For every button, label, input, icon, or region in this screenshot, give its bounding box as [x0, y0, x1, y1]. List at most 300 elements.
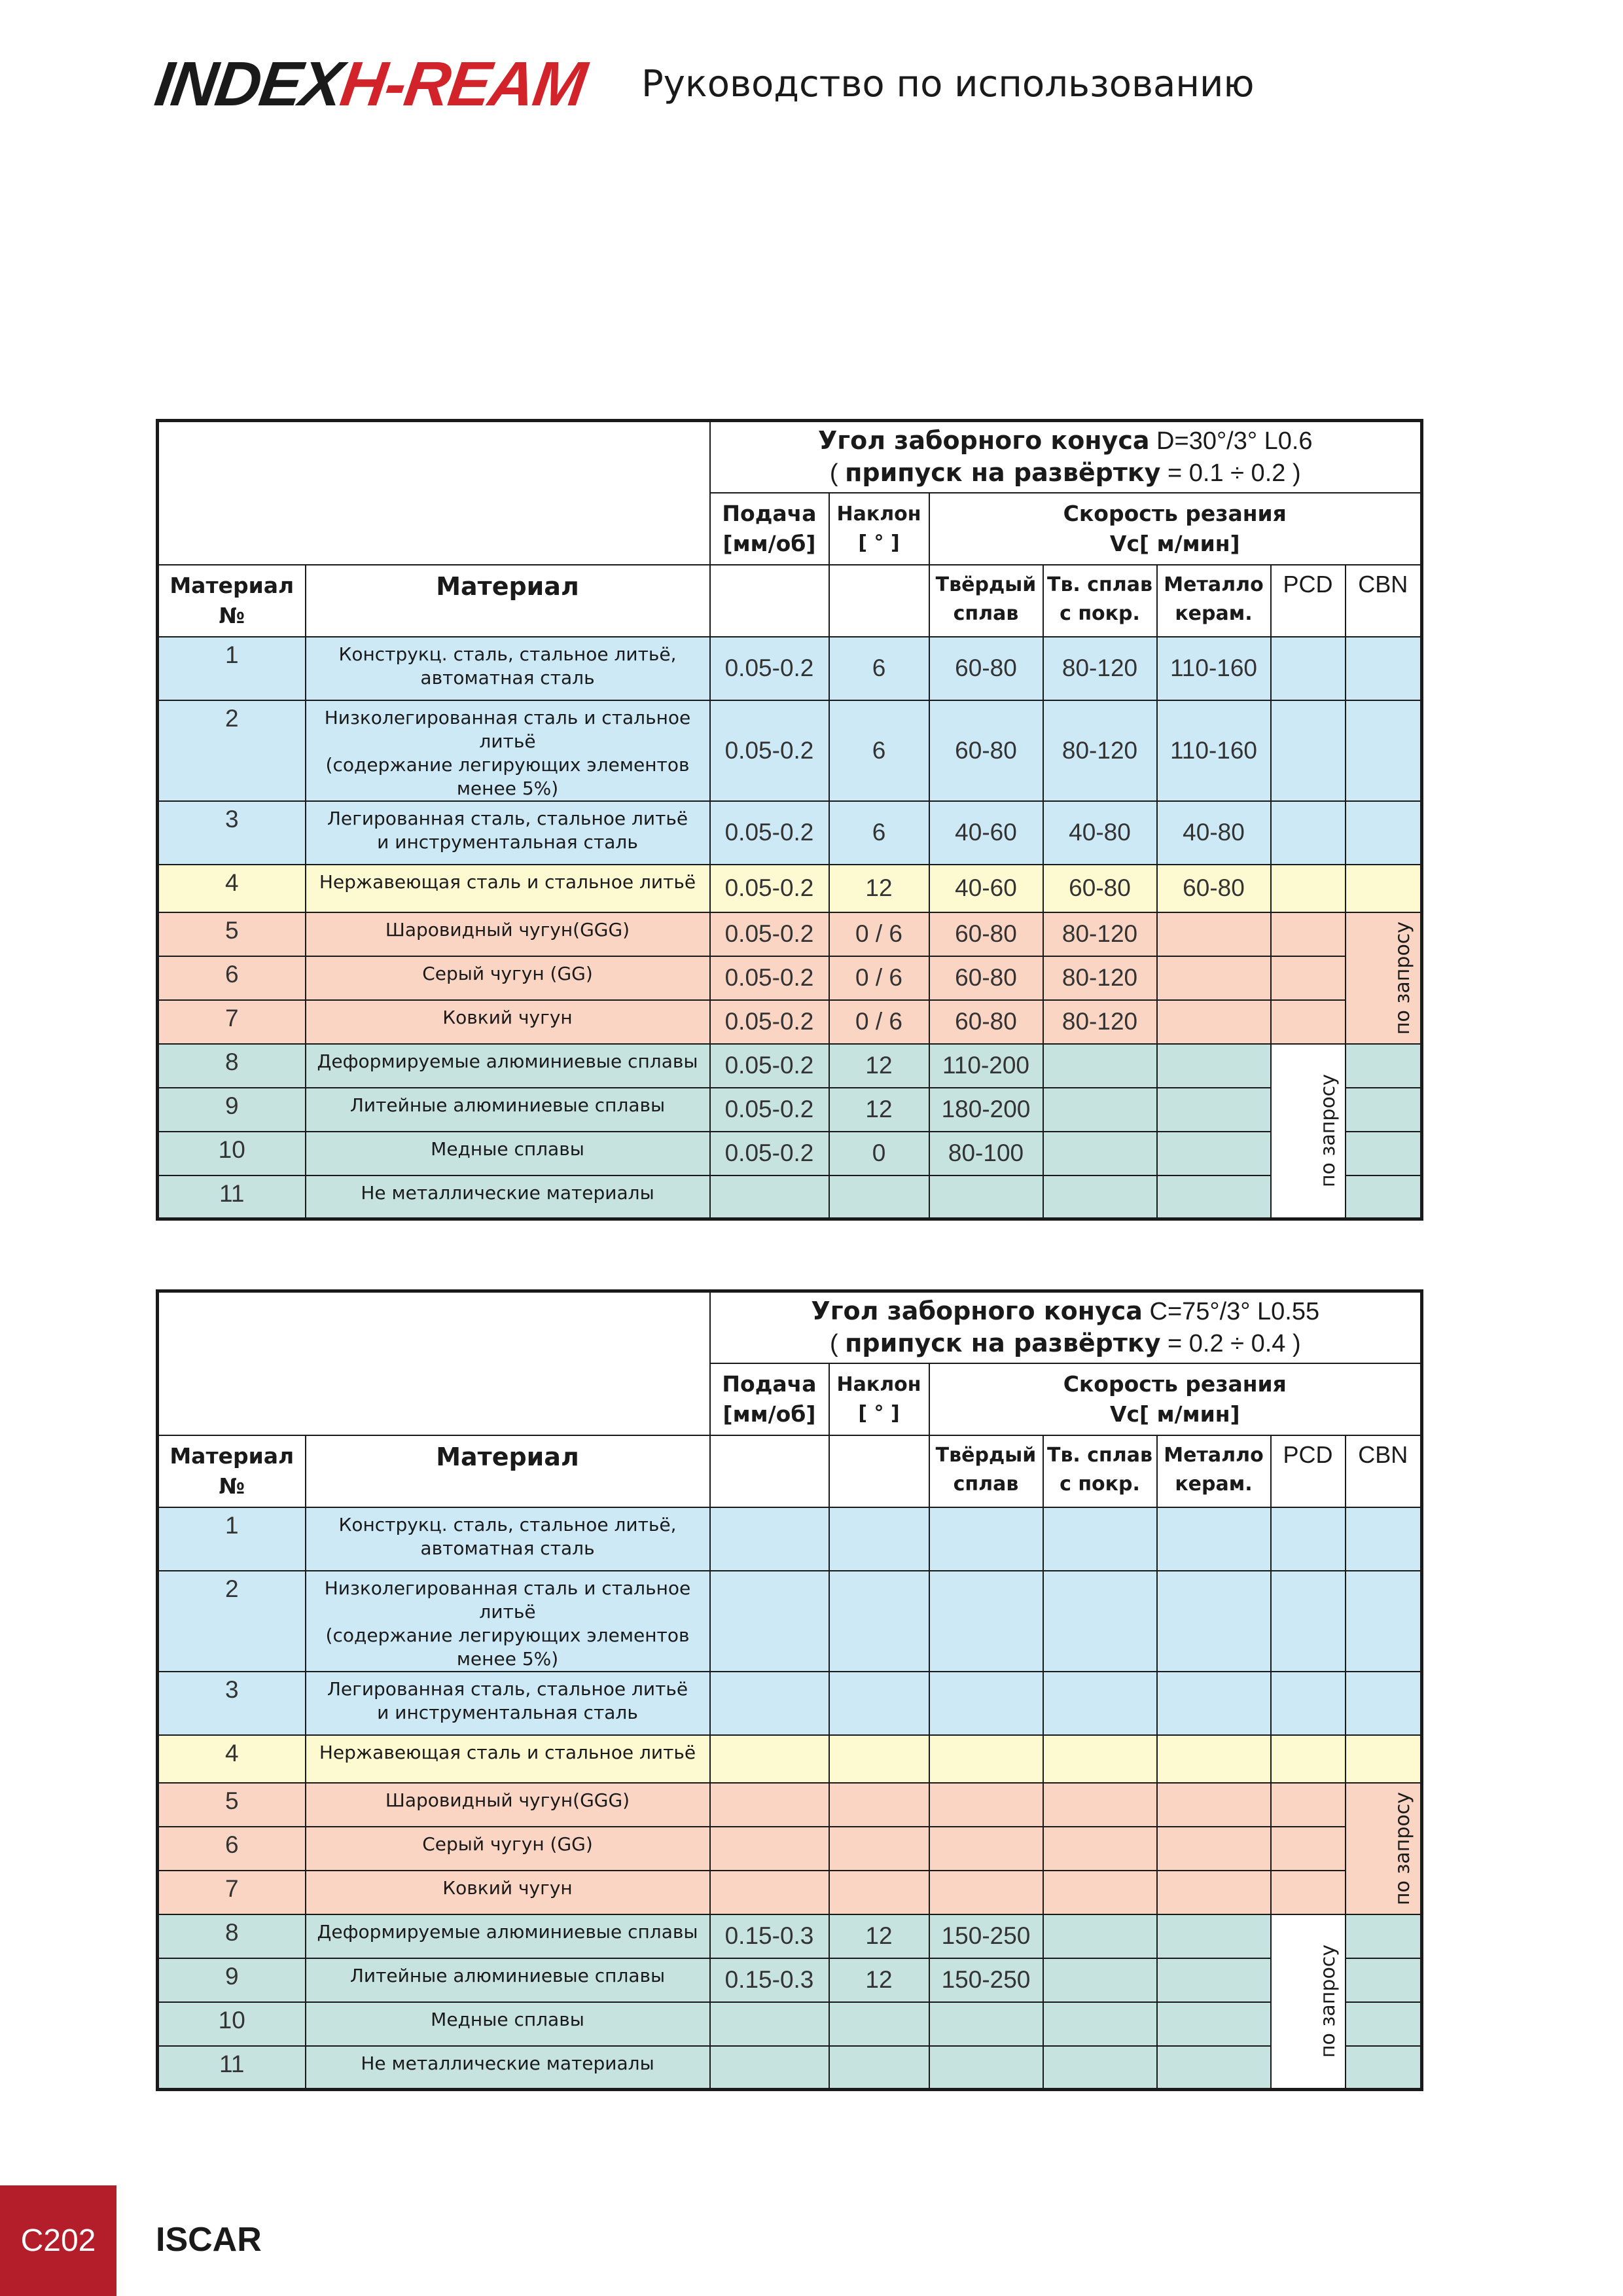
pcd-value: [1271, 1672, 1346, 1735]
material-number-cell: [158, 1783, 306, 1827]
cutting-speed-header: [929, 1363, 1422, 1435]
header-row: [158, 1291, 1422, 1363]
coated-speed-value: [1043, 1571, 1157, 1672]
material-number: 9: [224, 1962, 239, 1990]
on-request-label: по запросу: [1391, 921, 1414, 1035]
material-name: Конструкц. сталь, стальное литьё,: [338, 643, 677, 665]
material-number-cell: [158, 865, 306, 912]
feed-value-text: 0.05-0.2: [724, 1096, 814, 1122]
rake-value: [829, 1735, 929, 1783]
cermet-speed-value: [1157, 1672, 1271, 1735]
carbide-speed-value: [929, 1175, 1043, 1219]
cbn-value: [1346, 637, 1422, 700]
coated-speed-value-text: 40-80: [1069, 819, 1131, 846]
rake-value-text: 12: [865, 1922, 893, 1949]
feed-header: [710, 1363, 829, 1435]
cermet-speed-value: [1157, 956, 1271, 1000]
material-name-cell: [306, 1827, 710, 1871]
table-row: [158, 912, 1422, 956]
material-name: Легированная сталь, стальное литьё: [327, 1677, 688, 1700]
cermet-speed-value-text: 60-80: [1183, 874, 1245, 901]
material-number: 6: [224, 960, 239, 988]
rake-value: [829, 1088, 929, 1132]
feed-value-text: 0.05-0.2: [724, 1008, 814, 1035]
cbn-header-label: CBN: [1358, 1441, 1408, 1468]
material-number-cell: [158, 700, 306, 801]
logo-part-h-ream: H-REAM: [336, 49, 590, 119]
rake-value-text: 12: [865, 1096, 893, 1122]
material-name-cell: [306, 1132, 710, 1175]
cermet-speed-value: [1157, 1958, 1271, 2002]
material-number: 1: [224, 1511, 239, 1539]
rake-subheader-blank: [829, 1435, 929, 1507]
header-row: [158, 565, 1422, 637]
cermet-speed-value-text: 110-160: [1169, 736, 1258, 764]
coated-speed-value-text: 80-120: [1061, 736, 1138, 764]
coated-speed-value-text: 80-120: [1061, 964, 1138, 991]
allowance-value: = 0.1 ÷ 0.2 ): [1160, 459, 1301, 488]
carbide-speed-value: [929, 801, 1043, 865]
material-number-header-line2: №: [219, 1473, 245, 1499]
table-row: [158, 637, 1422, 700]
carbide-speed-value: [929, 1044, 1043, 1088]
coated-carbide-header: [1043, 1435, 1157, 1507]
cermet-header-line1: Металло: [1164, 1443, 1264, 1467]
feed-value: [710, 1914, 829, 1958]
table-row: [158, 1672, 1422, 1735]
material-number: 5: [224, 1787, 239, 1814]
carbide-speed-value-text: 150-250: [941, 1966, 1031, 1993]
material-number-cell: [158, 1958, 306, 2002]
cermet-header: [1157, 1435, 1271, 1507]
material-name-cell: [306, 2002, 710, 2046]
rake-value: [829, 1175, 929, 1219]
carbide-speed-value-text: 180-200: [941, 1096, 1031, 1122]
table-row: [158, 2002, 1422, 2046]
table-row: [158, 1044, 1422, 1088]
material-name: Шаровидный чугун(GGG): [385, 918, 630, 941]
material-number: 3: [224, 1676, 239, 1703]
rake-value-text: 12: [865, 1966, 893, 1993]
material-number: 11: [219, 1179, 245, 1207]
table-row: [158, 700, 1422, 801]
material-name-cell: [306, 700, 710, 801]
rake-value: [829, 1672, 929, 1735]
carbide-speed-value: [929, 700, 1043, 801]
rake-value: [829, 1914, 929, 1958]
carbide-speed-value: [929, 1507, 1043, 1571]
material-name-cell: [306, 1672, 710, 1735]
material-name-cell: [306, 801, 710, 865]
pcd-value: [1271, 1000, 1346, 1044]
rake-value-text: 12: [865, 874, 893, 901]
material-number-cell: [158, 2046, 306, 2090]
cbn-value: [1346, 1571, 1422, 1672]
material-number-header: [158, 1435, 306, 1507]
feed-header-line2: [мм/об]: [722, 530, 816, 556]
material-number-cell: [158, 1735, 306, 1783]
material-number: 7: [224, 1874, 239, 1902]
pcd-header-label: PCD: [1283, 570, 1333, 598]
material-number-cell: [158, 1044, 306, 1088]
cermet-speed-value: [1157, 1735, 1271, 1783]
material-number-cell: [158, 956, 306, 1000]
carbide-speed-value: [929, 1571, 1043, 1672]
material-name-cell: [306, 1735, 710, 1783]
cone-angle-line: [711, 1295, 1421, 1327]
cutting-speed-header-line2: Vc[ м/мин]: [1109, 1401, 1240, 1427]
feed-value: [710, 1088, 829, 1132]
cbn-on-request-cell: [1346, 1783, 1422, 1914]
pcd-value: [1271, 1783, 1346, 1827]
rake-value: [829, 1827, 929, 1871]
coated-speed-value: [1043, 1914, 1157, 1958]
cbn-value: [1346, 1735, 1422, 1783]
cutting-speed-header-line2: Vc[ м/мин]: [1109, 530, 1240, 556]
allowance-open: (: [829, 1330, 846, 1358]
material-name: Литейные алюминиевые сплавы: [349, 1964, 666, 1986]
material-number: 2: [224, 704, 239, 732]
feed-value: [710, 1000, 829, 1044]
carbide-header-line1: Твёрдый: [935, 573, 1037, 596]
cone-angle-label: Угол заборного конуса: [811, 1297, 1143, 1326]
cermet-speed-value: [1157, 1783, 1271, 1827]
table-row: [158, 865, 1422, 912]
pcd-value: [1271, 637, 1346, 700]
material-name-cell: [306, 1871, 710, 1914]
feed-value: [710, 1507, 829, 1571]
cermet-speed-value: [1157, 2002, 1271, 2046]
coated-speed-value: [1043, 1672, 1157, 1735]
coated-speed-value: [1043, 1507, 1157, 1571]
carbide-speed-value: [929, 1672, 1043, 1735]
material-name: Серый чугун (GG): [422, 962, 593, 984]
cbn-value: [1346, 1044, 1422, 1088]
material-number-cell: [158, 1507, 306, 1571]
allowance-line: [711, 457, 1421, 489]
rake-header-line2: [ ° ]: [858, 531, 900, 554]
pcd-value: [1271, 700, 1346, 801]
allowance-value: = 0.2 ÷ 0.4 ): [1160, 1330, 1301, 1358]
cermet-speed-value: [1157, 1175, 1271, 1219]
rake-value-text: 6: [872, 736, 886, 764]
coated-carbide-header-line2: с покр.: [1060, 601, 1140, 625]
table-row: [158, 1783, 1422, 1827]
feed-header-line1: Подача: [722, 500, 817, 526]
carbide-speed-value-text: 60-80: [955, 920, 1017, 947]
rake-value: [829, 1571, 929, 1672]
material-name: Низколегированная сталь и стальное литьё: [324, 706, 691, 752]
rake-value: [829, 2002, 929, 2046]
carbide-speed-value: [929, 1914, 1043, 1958]
carbide-speed-value: [929, 1000, 1043, 1044]
table-row: [158, 1958, 1422, 2002]
header-blank-cell: [158, 421, 710, 565]
rake-subheader-blank: [829, 565, 929, 637]
rake-value-text: 0: [872, 1139, 886, 1166]
material-name-detail: (содержание легирующих элементов менее 5%): [325, 1624, 690, 1670]
cone-angle-header: [710, 1291, 1422, 1363]
material-number-cell: [158, 1672, 306, 1735]
material-number-cell: [158, 1827, 306, 1871]
rake-value: [829, 1044, 929, 1088]
feed-value: [710, 1783, 829, 1827]
cbn-value: [1346, 865, 1422, 912]
material-number: 11: [219, 2050, 245, 2077]
cermet-speed-value: [1157, 1571, 1271, 1672]
material-name-cell: [306, 637, 710, 700]
feed-value-text: 0.05-0.2: [724, 874, 814, 901]
material-name: Легированная сталь, стальное литьё: [327, 807, 688, 829]
material-name-detail: (содержание легирующих элементов менее 5%): [325, 753, 690, 799]
pcd-header: [1271, 1435, 1346, 1507]
material-header: [306, 1435, 710, 1507]
material-number: 10: [218, 1136, 245, 1163]
material-name: Низколегированная сталь и стальное литьё: [324, 1577, 691, 1623]
rake-value: [829, 801, 929, 865]
material-name: Нержавеющая сталь и стальное литьё: [319, 870, 696, 893]
table-row: [158, 1088, 1422, 1132]
material-number: 3: [224, 805, 239, 833]
carbide-header-line2: сплав: [953, 601, 1019, 625]
feed-value-text: 0.05-0.2: [724, 920, 814, 947]
page-number-box: [0, 2185, 116, 2296]
table-row: [158, 1571, 1422, 1672]
material-name: Нержавеющая сталь и стальное литьё: [319, 1741, 696, 1763]
allowance-line: [711, 1327, 1421, 1359]
material-name: Конструкц. сталь, стальное литьё,: [338, 1513, 677, 1535]
cutting-speed-header-line1: Скорость резания: [1063, 500, 1287, 526]
pcd-value: [1271, 801, 1346, 865]
rake-value-text: 6: [872, 655, 886, 681]
rake-value: [829, 1507, 929, 1571]
coated-speed-value: [1043, 801, 1157, 865]
on-request-label: по запросу: [1316, 1945, 1340, 2058]
carbide-speed-value-text: 110-200: [942, 1052, 1030, 1079]
cone-angle-value: C=75°/3° L0.55: [1142, 1298, 1320, 1326]
pcd-on-request-cell: [1271, 1044, 1346, 1219]
coated-carbide-header-line1: Тв. сплав: [1046, 573, 1152, 596]
rake-header-line1: Наклон: [836, 502, 921, 526]
cermet-speed-value: [1157, 865, 1271, 912]
cermet-speed-value: [1157, 637, 1271, 700]
cermet-speed-value-text: 40-80: [1183, 819, 1245, 846]
carbide-speed-value: [929, 1827, 1043, 1871]
material-name: Не металлические материалы: [361, 2052, 654, 2074]
table-row: [158, 2046, 1422, 2090]
material-name-cell: [306, 1914, 710, 1958]
cermet-speed-value: [1157, 2046, 1271, 2090]
material-name-cell: [306, 1958, 710, 2002]
material-number: 2: [224, 1575, 239, 1602]
table-row: [158, 1871, 1422, 1914]
page-title: Руководство по использованию: [641, 63, 1255, 105]
feed-value: [710, 865, 829, 912]
cermet-speed-value: [1157, 801, 1271, 865]
material-name: Медные сплавы: [431, 2008, 584, 2030]
rake-value-text: 0 / 6: [855, 1008, 902, 1035]
rake-value: [829, 700, 929, 801]
cermet-speed-value: [1157, 1132, 1271, 1175]
cermet-speed-value-text: 110-160: [1169, 655, 1258, 681]
material-name-cell: [306, 1175, 710, 1219]
carbide-speed-value: [929, 637, 1043, 700]
coated-speed-value: [1043, 1871, 1157, 1914]
rake-value: [829, 1000, 929, 1044]
material-number: 4: [224, 1739, 239, 1767]
material-header-label: Материал: [436, 571, 579, 601]
rake-header: [829, 493, 929, 565]
material-name-cell: [306, 1571, 710, 1672]
rake-value: [829, 1958, 929, 2002]
feed-value-text: 0.05-0.2: [724, 964, 814, 991]
feed-subheader-blank: [710, 565, 829, 637]
material-name-cell: [306, 912, 710, 956]
cermet-header-line2: керам.: [1175, 601, 1253, 625]
cbn-value: [1346, 1175, 1422, 1219]
material-name: Деформируемые алюминиевые сплавы: [317, 1920, 698, 1943]
feed-value: [710, 2002, 829, 2046]
carbide-header: [929, 1435, 1043, 1507]
cbn-value: [1346, 1507, 1422, 1571]
feed-header: [710, 493, 829, 565]
reaming-parameters-table: [156, 419, 1423, 1221]
feed-value: [710, 1958, 829, 2002]
table-row: [158, 801, 1422, 865]
allowance-label: припуск на развёртку: [845, 1329, 1161, 1358]
material-name: Не металлические материалы: [361, 1181, 654, 1204]
pcd-value: [1271, 1827, 1346, 1871]
cermet-speed-value: [1157, 912, 1271, 956]
coated-carbide-header: [1043, 565, 1157, 637]
material-number: 8: [224, 1048, 239, 1075]
material-name-detail: автоматная сталь: [420, 1537, 595, 1559]
material-header-label: Материал: [436, 1442, 579, 1471]
feed-value-text: 0.15-0.3: [724, 1966, 814, 1993]
allowance-label: припуск на развёртку: [845, 458, 1161, 488]
rake-value: [829, 1132, 929, 1175]
cermet-speed-value: [1157, 1871, 1271, 1914]
feed-value: [710, 956, 829, 1000]
coated-speed-value-text: 60-80: [1069, 874, 1131, 901]
carbide-header-line1: Твёрдый: [935, 1443, 1037, 1467]
feed-value: [710, 700, 829, 801]
material-name-cell: [306, 956, 710, 1000]
carbide-speed-value: [929, 1132, 1043, 1175]
material-number-header-line2: №: [219, 602, 245, 628]
feed-value-text: 0.05-0.2: [724, 1139, 814, 1166]
material-number-cell: [158, 1871, 306, 1914]
cbn-on-request-cell: [1346, 912, 1422, 1044]
material-name-detail: автоматная сталь: [420, 666, 595, 689]
carbide-speed-value-text: 60-80: [955, 655, 1017, 681]
material-name-detail: и инструментальная сталь: [377, 831, 638, 853]
material-number: 8: [224, 1918, 239, 1946]
carbide-speed-value-text: 60-80: [955, 1008, 1017, 1035]
feed-value-text: 0.15-0.3: [724, 1922, 814, 1949]
cbn-value: [1346, 2046, 1422, 2090]
cbn-value: [1346, 801, 1422, 865]
table-row: [158, 956, 1422, 1000]
carbide-speed-value-text: 80-100: [948, 1139, 1024, 1166]
index-h-ream-logo: [151, 49, 590, 119]
carbide-speed-value: [929, 1088, 1043, 1132]
coated-speed-value: [1043, 1088, 1157, 1132]
material-header: [306, 565, 710, 637]
feed-value: [710, 1672, 829, 1735]
rake-value: [829, 637, 929, 700]
feed-value: [710, 1827, 829, 1871]
cbn-header-label: CBN: [1358, 570, 1408, 598]
carbide-header-line2: сплав: [953, 1472, 1019, 1496]
rake-value: [829, 1783, 929, 1827]
carbide-header: [929, 565, 1043, 637]
table-row: [158, 1507, 1422, 1571]
table-row: [158, 1132, 1422, 1175]
pcd-value: [1271, 1571, 1346, 1672]
material-number-header: [158, 565, 306, 637]
table-row: [158, 1175, 1422, 1219]
cermet-speed-value: [1157, 1044, 1271, 1088]
cone-angle-label: Угол заборного конуса: [817, 426, 1150, 456]
coated-speed-value-text: 80-120: [1061, 920, 1138, 947]
pcd-header: [1271, 565, 1346, 637]
carbide-speed-value-text: 60-80: [955, 736, 1017, 764]
material-number-cell: [158, 1175, 306, 1219]
table-row: [158, 1914, 1422, 1958]
rake-value: [829, 912, 929, 956]
pcd-value: [1271, 1871, 1346, 1914]
cutting-speed-header-line1: Скорость резания: [1063, 1371, 1287, 1397]
pcd-value: [1271, 1507, 1346, 1571]
material-name-detail: и инструментальная сталь: [377, 1701, 638, 1723]
coated-speed-value: [1043, 1000, 1157, 1044]
cermet-speed-value: [1157, 1088, 1271, 1132]
feed-value: [710, 637, 829, 700]
feed-value-text: 0.05-0.2: [724, 1052, 814, 1079]
material-number-cell: [158, 1914, 306, 1958]
material-name: Медные сплавы: [431, 1138, 584, 1160]
cbn-value: [1346, 1132, 1422, 1175]
allowance-open: (: [829, 459, 846, 488]
feed-value: [710, 1044, 829, 1088]
page-number: C202: [20, 2223, 96, 2258]
cbn-value: [1346, 1088, 1422, 1132]
pcd-value: [1271, 912, 1346, 956]
footer-brand: ISCAR: [156, 2221, 262, 2259]
header-row: [158, 1435, 1422, 1507]
material-number-cell: [158, 1132, 306, 1175]
carbide-speed-value: [929, 1871, 1043, 1914]
cone-angle-header: [710, 421, 1422, 493]
material-name-cell: [306, 865, 710, 912]
rake-header-line2: [ ° ]: [858, 1401, 900, 1425]
carbide-speed-value-text: 150-250: [941, 1922, 1031, 1949]
rake-value: [829, 2046, 929, 2090]
cermet-header: [1157, 565, 1271, 637]
pcd-header-label: PCD: [1283, 1441, 1333, 1468]
pcd-value: [1271, 865, 1346, 912]
cone-angle-value: D=30°/3° L0.6: [1149, 427, 1313, 456]
coated-speed-value-text: 80-120: [1061, 655, 1138, 681]
material-number-cell: [158, 912, 306, 956]
cbn-header: [1346, 1435, 1422, 1507]
on-request-label: по запросу: [1316, 1074, 1340, 1188]
cermet-speed-value: [1157, 1507, 1271, 1571]
carbide-speed-value: [929, 1783, 1043, 1827]
table-row: [158, 1827, 1422, 1871]
coated-speed-value: [1043, 637, 1157, 700]
